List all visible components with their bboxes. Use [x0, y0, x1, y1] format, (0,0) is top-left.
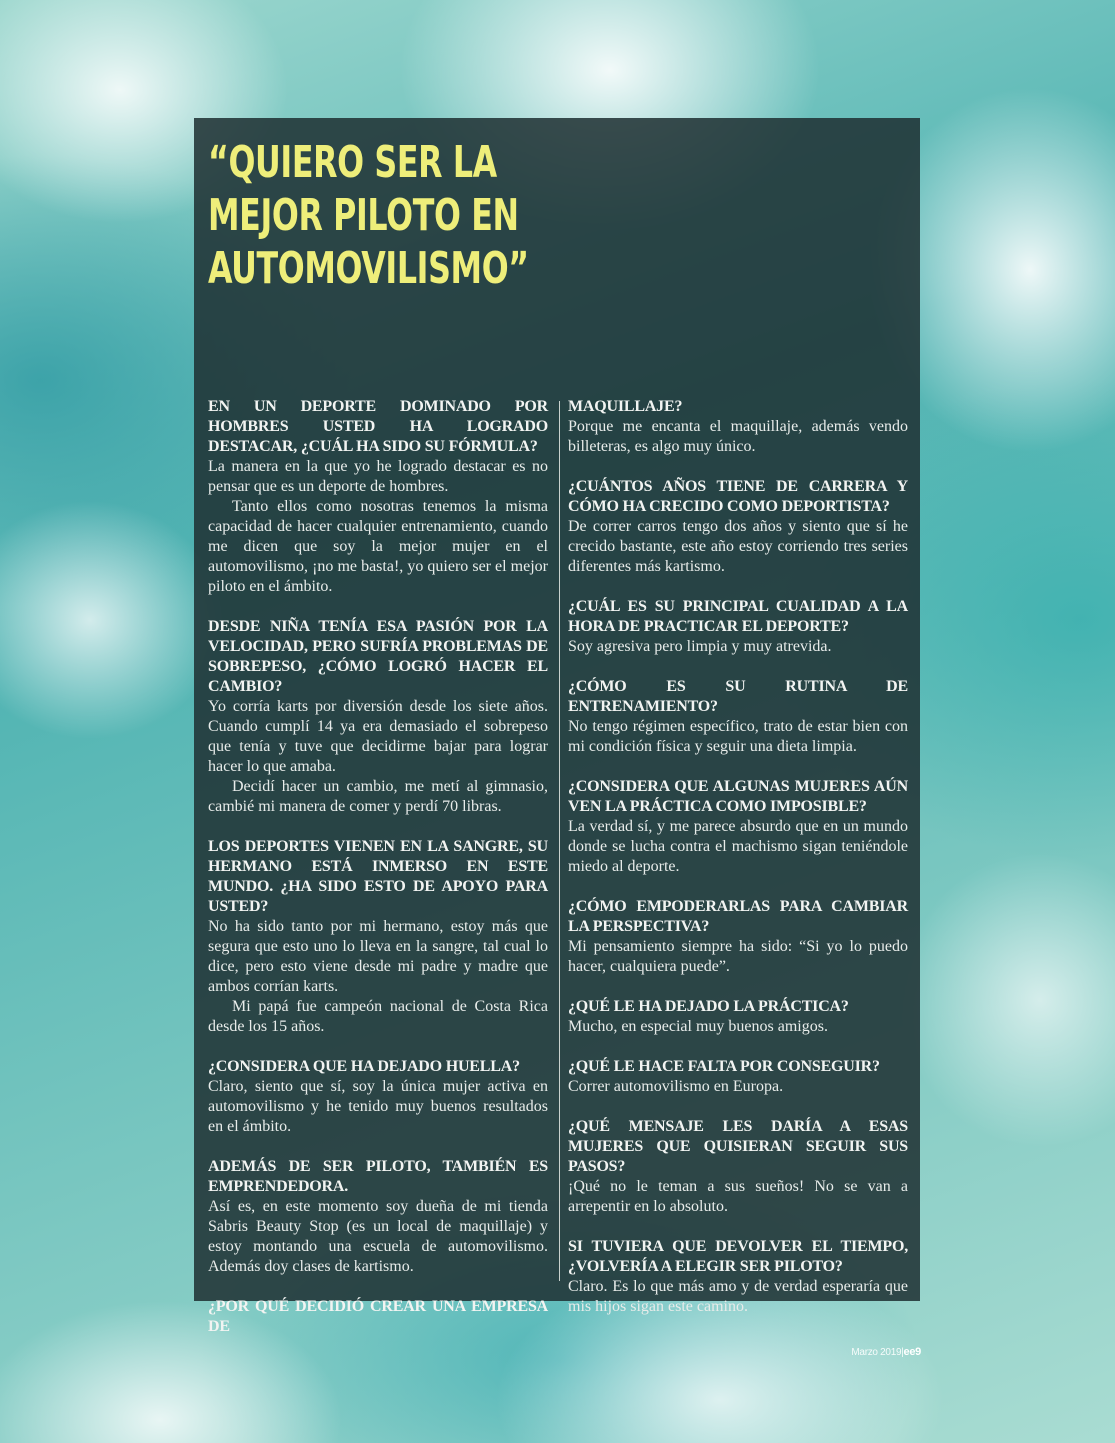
answer-12-p1: Mucho, en especial muy buenos amigos.: [568, 1018, 828, 1035]
left-column: [208, 397, 548, 1337]
headline-line-1: “QUIERO SER LA: [208, 137, 497, 188]
question-11: ¿CÓMO EMPODERARLAS PARA CAMBIAR LA PERSPECTIVA?: [568, 898, 908, 935]
footer-date: Marzo 2019: [851, 1347, 902, 1358]
question-7: ¿CUÁNTOS AÑOS TIENE DE CARRERA Y CÓMO HA CRECIDO COMO DEPORTISTA?: [568, 478, 908, 515]
question-5: ADEMÁS DE SER PILOTO, TAMBIÉN ES EMPRENDEDORA.: [208, 1158, 548, 1195]
answer-7-p1: De correr carros tengo dos años y siento que sí he crecido bastante, este año estoy corriendo tres series diferentes más kartismo.: [568, 518, 908, 575]
question-15: SI TUVIERA QUE DEVOLVER EL TIEMPO, ¿VOLVERÍA A ELEGIR SER PILOTO?: [568, 1238, 908, 1275]
question-8: ¿CUÁL ES SU PRINCIPAL CUALIDAD A LA HORA DE PRACTICAR EL DEPORTE?: [568, 598, 908, 635]
answer-9-p1: No tengo régimen específico, trato de estar bien con mi condición física y seguir una dieta limpia.: [568, 718, 908, 755]
answer-1-p2: Tanto ellos como nosotras tenemos la misma capacidad de hacer cualquier entrenamiento, cuando me dicen que soy la mejor mujer en el automovilismo, ¡no me basta!, yo quiero ser el mejor piloto en el ámbito.: [208, 498, 548, 595]
answer-2-p1: Yo corría karts por diversión desde los siete años. Cuando cumplí 14 ya era demasiado el sobrepeso que tenía y tuve que decidirme bajar para lograr hacer lo que amaba.: [208, 698, 548, 775]
question-12: ¿QUÉ LE HA DEJADO LA PRÁCTICA?: [568, 998, 849, 1015]
page-number: 9: [915, 1346, 921, 1358]
question-6-start: ¿POR QUÉ DECIDIÓ CREAR UNA EMPRESA DE: [208, 1298, 548, 1335]
question-14: ¿QUÉ MENSAJE LES DARÍA A ESAS MUJERES QUE QUISIERAN SEGUIR SUS PASOS?: [568, 1118, 908, 1175]
column-divider: [559, 401, 560, 1281]
answer-14-p1: ¡Qué no le teman a sus sueños! No se van a arrepentir en lo absoluto.: [568, 1178, 908, 1215]
right-column: [568, 397, 908, 1317]
answer-15-p1: Claro. Es lo que más amo y de verdad esperaría que mis hijos sigan este camino.: [568, 1278, 908, 1315]
question-1: EN UN DEPORTE DOMINADO POR HOMBRES USTED HA LOGRADO DESTACAR, ¿CUÁL HA SIDO SU FÓRMULA?: [208, 398, 548, 455]
question-9: ¿CÓMO ES SU RUTINA DE ENTRENAMIENTO?: [568, 678, 908, 715]
answer-11-p1: Mi pensamiento siempre ha sido: “Si yo lo puedo hacer, cualquiera puede”.: [568, 938, 908, 975]
answer-5-p1: Así es, en este momento soy dueña de mi tienda Sabris Beauty Stop (es un local de maquillaje) y estoy montando una escuela de automovilismo. Además doy clases de kartismo.: [208, 1198, 548, 1275]
question-4: ¿CONSIDERA QUE HA DEJADO HUELLA?: [208, 1058, 520, 1075]
answer-4-p1: Claro, siento que sí, soy la única mujer activa en automovilismo y he tenido muy buenos resultados en el ámbito.: [208, 1078, 548, 1135]
question-10: ¿CONSIDERA QUE ALGUNAS MUJERES AÚN VEN LA PRÁCTICA COMO IMPOSIBLE?: [568, 778, 908, 815]
question-6-end: MAQUILLAJE?: [568, 398, 683, 415]
answer-8-p1: Soy agresiva pero limpia y muy atrevida.: [568, 638, 832, 655]
question-2: DESDE NIÑA TENÍA ESA PASIÓN POR LA VELOCIDAD, PERO SUFRÍA PROBLEMAS DE SOBREPESO, ¿CÓMO LOGRÓ HACER EL CAMBIO?: [208, 618, 548, 695]
question-13: ¿QUÉ LE HACE FALTA POR CONSEGUIR?: [568, 1058, 880, 1075]
headline-line-2: MEJOR PILOTO EN: [208, 190, 519, 241]
answer-6-p1: Porque me encanta el maquillaje, además vendo billeteras, es algo muy único.: [568, 418, 908, 455]
footer-brand: ee: [903, 1346, 916, 1358]
footer-separator: |: [901, 1347, 904, 1358]
question-3: LOS DEPORTES VIENEN EN LA SANGRE, SU HERMANO ESTÁ INMERSO EN ESTE MUNDO. ¿HA SIDO ESTO DE APOYO PARA USTED?: [208, 838, 548, 915]
page-footer: [851, 1346, 921, 1358]
headline: [208, 136, 529, 295]
answer-3-p1: No ha sido tanto por mi hermano, estoy más que segura que esto uno lo lleva en la sangre, tal cual lo dice, pero esto viene desde mi padre y madre que ambos corrían karts.: [208, 918, 548, 995]
answer-2-p2: Decidí hacer un cambio, me metí al gimnasio, cambié mi manera de comer y perdí 70 libras.: [208, 778, 548, 815]
headline-line-3: AUTOMOVILISMO”: [208, 243, 529, 294]
answer-13-p1: Correr automovilismo en Europa.: [568, 1078, 784, 1095]
article-panel: [194, 118, 920, 1335]
answer-3-p2: Mi papá fue campeón nacional de Costa Rica desde los 15 años.: [208, 998, 548, 1035]
answer-10-p1: La verdad sí, y me parece absurdo que en un mundo donde se lucha contra el machismo sigan teniéndole miedo al deporte.: [568, 818, 908, 875]
answer-1-p1: La manera en la que yo he logrado destacar es no pensar que es un deporte de hombres.: [208, 458, 548, 495]
